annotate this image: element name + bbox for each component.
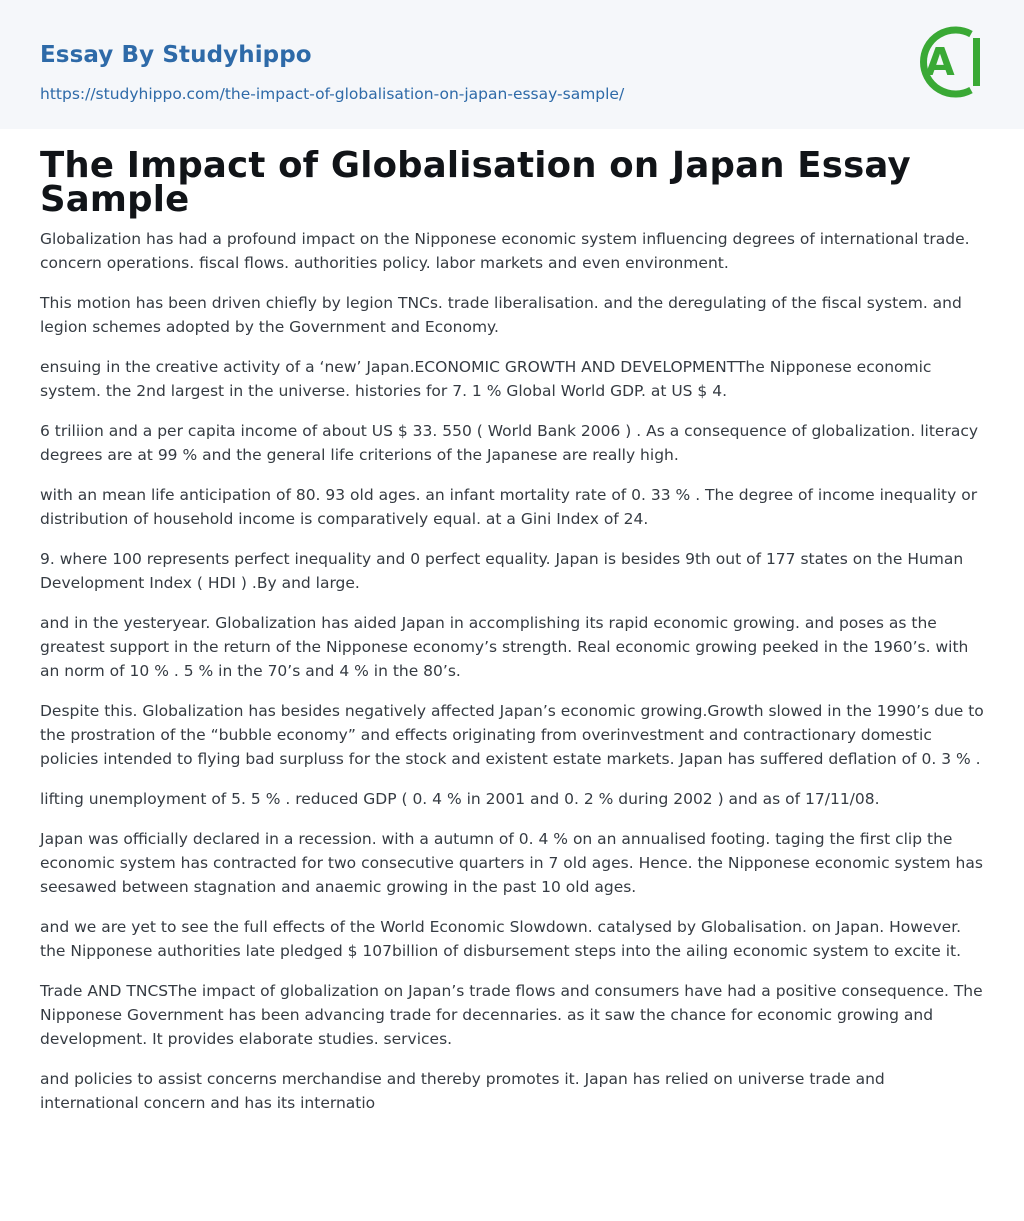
article-paragraph: and we are yet to see the full effects of the World Economic Slowdown. catalysed by Globalisation. on Japan. However. the Nipponese authorities late pledged $ 107billion of disbursement steps into the ailing economic system to excite it. bbox=[40, 918, 962, 960]
page-url-link[interactable]: https://studyhippo.com/the-impact-of-globalisation-on-japan-essay-sample/ bbox=[40, 85, 625, 103]
svg-text:A: A bbox=[925, 40, 955, 84]
article-paragraph: ensuing in the creative activity of a ‘new’ Japan.ECONOMIC GROWTH AND DEVELOPMENTThe Nipponese economic system. the 2nd largest in the universe. histories for 7. 1 % Global World GDP. at US $ 4. bbox=[40, 358, 932, 400]
studyhippo-logo-icon[interactable] bbox=[913, 20, 985, 104]
article-paragraph: lifting unemployment of 5. 5 % . reduced GDP ( 0. 4 % in 2001 and 0. 2 % during 2002 ) and as of 17/11/08. bbox=[40, 790, 880, 808]
article-paragraph: Trade AND TNCSThe impact of globalization on Japan’s trade flows and consumers have had a positive consequence. The Nipponese Government has been advancing trade for decennaries. as it saw the chance for economic growing and development. It provides elaborate studies. services. bbox=[40, 982, 983, 1048]
article-paragraph: and policies to assist concerns merchandise and thereby promotes it. Japan has relied on universe trade and international concern and has its internatio bbox=[40, 1070, 885, 1112]
article bbox=[0, 145, 1024, 1115]
site-header bbox=[0, 0, 1024, 129]
article-paragraph: with an mean life anticipation of 80. 93 old ages. an infant mortality rate of 0. 33 % . The degree of income inequality or distribution of household income is comparatively equal. at a Gini Index of 24. bbox=[40, 486, 978, 528]
article-paragraph: 9. where 100 represents perfect inequality and 0 perfect equality. Japan is besides 9th out of 177 states on the Human Development Index ( HDI ) .By and large. bbox=[40, 550, 964, 592]
page-title: The Impact of Globalisation on Japan Essay Sample bbox=[40, 145, 911, 220]
article-paragraph: Despite this. Globalization has besides negatively affected Japan’s economic growing.Growth slowed in the 1990’s due to the prostration of the “bubble economy” and effects originating from overinvestment and contractionary domestic policies intended to flying bad surpluss for the stock and existent estate markets. Japan has suffered deflation of 0. 3 % . bbox=[40, 702, 984, 768]
article-paragraph: Globalization has had a profound impact on the Nipponese economic system influencing degrees of international trade. concern operations. fiscal flows. authorities policy. labor markets and even environment. bbox=[40, 230, 970, 272]
article-paragraph: This motion has been driven chiefly by legion TNCs. trade liberalisation. and the deregulating of the fiscal system. and legion schemes adopted by the Government and Economy. bbox=[40, 294, 962, 336]
article-paragraph: and in the yesteryear. Globalization has aided Japan in accomplishing its rapid economic growing. and poses as the greatest support in the return of the Nipponese economy’s strength. Real economic growing peeked in the 1960’s. with an norm of 10 % . 5 % in the 70’s and 4 % in the 80’s. bbox=[40, 614, 969, 680]
article-paragraph: 6 triliion and a per capita income of about US $ 33. 550 ( World Bank 2006 ) . As a consequence of globalization. literacy degrees are at 99 % and the general life criterions of the Japanese are really high. bbox=[40, 422, 979, 464]
site-brand[interactable]: Essay By Studyhippo bbox=[40, 42, 312, 68]
article-paragraph: Japan was officially declared in a recession. with a autumn of 0. 4 % on an annualised footing. taging the first clip the economic system has contracted for two consecutive quarters in 7 old ages. Hence. the Nipponese economic system has seesawed between stagnation and anaemic growing in the past 10 old ages. bbox=[40, 830, 983, 896]
